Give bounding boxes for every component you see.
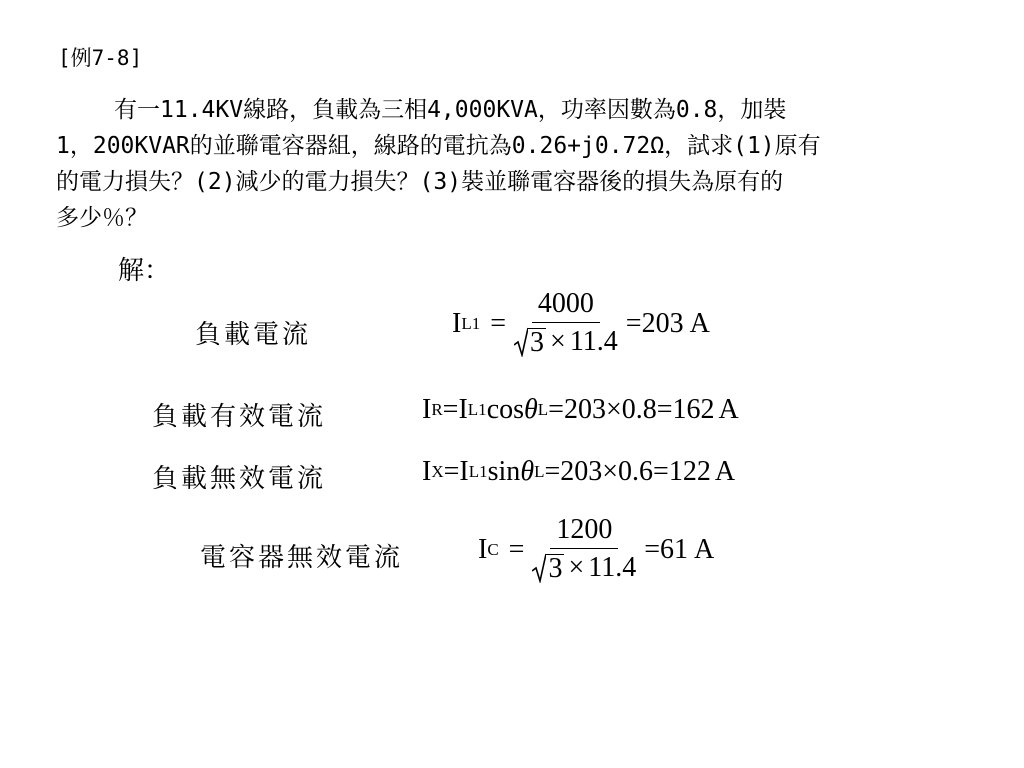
theta-subscript: L: [537, 400, 549, 419]
theta-symbol: θ: [524, 394, 538, 425]
active-current-label: 負載有效電流: [152, 402, 327, 432]
unit: A: [694, 533, 715, 565]
lhs-symbol: I: [422, 456, 432, 487]
result-value: 203: [641, 307, 684, 339]
radicand: 3: [548, 553, 563, 584]
fraction: [514, 288, 618, 359]
theta-subscript: L: [534, 462, 545, 481]
equals-sign: =: [490, 307, 507, 339]
lhs-subscript: X: [431, 462, 444, 481]
times-sign: ×: [568, 552, 585, 583]
equals-sign: =: [625, 307, 642, 339]
result-value: 61: [660, 533, 689, 565]
unit: A: [714, 456, 736, 487]
fraction: [532, 514, 636, 585]
unit: A: [718, 394, 739, 425]
capacitor-current-label: 電容器無效電流: [200, 543, 404, 573]
square-root: [532, 553, 564, 583]
numerator: 1200: [550, 514, 618, 549]
radical-sign-icon: [532, 553, 546, 583]
lhs-symbol: I: [422, 394, 432, 425]
unit: A: [689, 307, 710, 339]
equals-sign: =: [442, 394, 459, 425]
theta-symbol: θ: [520, 456, 535, 487]
calculation: =203×0.8=162: [548, 394, 715, 425]
solution-label: 解：: [118, 256, 171, 286]
capacitor-current-equation: [478, 514, 714, 585]
denominator: [514, 323, 618, 359]
lhs-subscript: C: [487, 539, 499, 559]
current-symbol: I: [459, 456, 469, 487]
lhs-subscript: L1: [461, 313, 481, 333]
load-current-equation: [452, 288, 710, 359]
load-current-label: 負載電流: [195, 320, 312, 350]
current-subscript: L1: [468, 462, 488, 481]
equals-sign: =: [644, 533, 661, 565]
numerator: 4000: [532, 288, 600, 323]
cos-function: cos: [486, 394, 525, 425]
calculation: =203×0.6=122: [544, 456, 711, 487]
times-sign: ×: [550, 326, 566, 357]
sin-function: sin: [487, 456, 521, 487]
lhs-symbol: I: [452, 307, 462, 339]
denominator-value: 11.4: [569, 326, 618, 357]
radicand: 3: [530, 327, 545, 358]
radical-sign-icon: [514, 327, 528, 357]
example-reference: [例7-8]: [58, 46, 143, 70]
current-symbol: I: [458, 394, 468, 425]
denominator: [532, 549, 636, 585]
active-current-equation: [422, 394, 739, 426]
problem-line-1: 有一11.4KV線路，負載為三相4,000KVA，功率因數為0.8，加裝: [114, 97, 787, 123]
current-subscript: L1: [467, 400, 487, 419]
lhs-symbol: I: [478, 533, 488, 565]
equals-sign: =: [443, 456, 460, 487]
problem-line-4: 多少％？: [56, 205, 148, 231]
lhs-subscript: R: [431, 400, 443, 419]
square-root: [514, 327, 546, 357]
problem-line-3: 的電力損失？(2)減少的電力損失？(3)裝並聯電容器後的損失為原有的: [56, 169, 784, 195]
reactive-current-equation: [422, 456, 735, 488]
equals-sign: =: [508, 533, 525, 565]
denominator-value: 11.4: [588, 552, 637, 583]
reactive-current-label: 負載無效電流: [152, 464, 327, 494]
problem-line-2: 1，200KVAR的並聯電容器組，線路的電抗為0.26+j0.72Ω，試求(1)原有: [56, 133, 821, 159]
problem-statement: [56, 92, 956, 236]
